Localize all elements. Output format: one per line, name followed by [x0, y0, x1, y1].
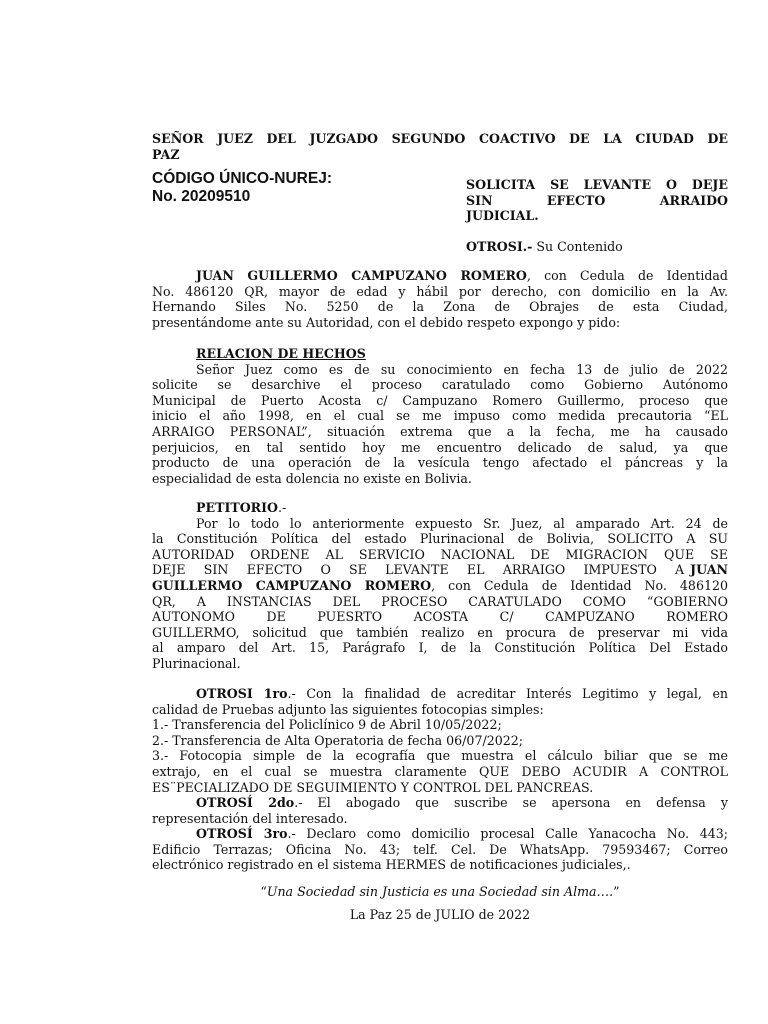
- otrosi-2-section: [152, 795, 728, 826]
- sumilla-line-2: [466, 193, 728, 209]
- otrosi-3-line-2: Edificio Terrazas; Oficina No. 43; telf. Cel. De WhatsApp. 79593467; Correo: [152, 841, 728, 857]
- evidence-item: 3.- Fotocopia simple de la ecografía que muestra el cálculo biliar que se me: [152, 748, 728, 764]
- otrosi-1-line-1: [152, 686, 728, 702]
- otrosi-3-line-3: electrónico registrado en el sistema HERMES de notificaciones judiciales,.: [152, 857, 631, 873]
- otrosi-3-label: OTROSÍ 3ro: [196, 826, 288, 841]
- hechos-line: solicite se desarchive el proceso caratulado como Gobierno Autónomo: [152, 377, 728, 393]
- petitorio-line-5-text: , con Cedula de Identidad No. 486120: [431, 577, 728, 593]
- petitorio-heading-suffix: .-: [278, 500, 287, 515]
- petitorio-section: [152, 500, 728, 672]
- quote-text: Una Sociedad sin Justicia es una Sociedad sin Alma….: [266, 884, 614, 899]
- otrosi-3-text: .- Declaro como domicilio procesal Calle Yanacocha No. 443;: [287, 826, 729, 841]
- date-text: La Paz 25 de JULIO de 2022: [349, 907, 531, 922]
- evidence-item: 2.- Transferencia de Alta Operatoria de fecha 06/07/2022;: [152, 732, 523, 748]
- sumilla-block: [466, 177, 728, 224]
- sumilla-line-3: JUDICIAL.: [466, 208, 539, 224]
- hechos-section: [152, 346, 728, 486]
- hechos-line: Señor Juez como es de su conocimiento en fecha 13 de julio de 2022: [196, 361, 728, 377]
- sumilla-line-1: SOLICITA SE LEVANTE O DEJE: [466, 177, 728, 192]
- hechos-line: ARRAIGO PERSONAL”, situación extrema que a la fecha, me ha causado: [152, 423, 728, 439]
- sumilla-word: SIN: [466, 192, 493, 208]
- hechos-line: producto de una operación de la vesícula tengo afectado el páncreas y la: [152, 455, 728, 471]
- otrosi-1-section: [152, 686, 728, 795]
- evidence-item: extrajo, en el cual se muestra claramente QUE DEBO ACUDIR A CONTROL: [152, 763, 728, 779]
- otrosi-1-text: .- Con la finalidad de acreditar Interés Legitimo y legal, en: [287, 686, 729, 701]
- otrosi-3-section: [152, 826, 728, 873]
- petitorio-line-4-text: DEJE SIN EFECTO O SE LEVANTE EL ARRAIGO IMPUESTO A: [152, 562, 685, 578]
- evidence-item: 1.- Transferencia del Policlínico 9 de Abril 10/05/2022;: [152, 717, 502, 733]
- petitorio-line: Plurinacional.: [152, 655, 241, 671]
- petitorio-line: GUILLERMO, solicitud que también realizo en procura de preservar mi vida: [152, 624, 728, 640]
- sumilla-word: EFECTO: [546, 192, 606, 208]
- intro-paragraph: [152, 268, 728, 330]
- intro-line-4: presentándome ante su Autoridad, con el debido respeto expongo y pido:: [152, 314, 621, 330]
- petitorio-line: AUTONOMO DE PUESRTO ACOSTA C/ CAMPUZANO ROMERO: [152, 609, 728, 625]
- intro-line-2: No. 486120 QR, mayor de edad y hábil por derecho, con domicilio en la Av.: [152, 283, 728, 299]
- hechos-heading: RELACION DE HECHOS: [196, 346, 366, 361]
- petitorio-line: [152, 562, 728, 578]
- otrosi-2-text: .- El abogado que suscribe se apersona en defensa y: [294, 795, 728, 810]
- otrosi-2-line-1: [152, 795, 728, 811]
- closing-quote: [152, 884, 728, 900]
- sumilla-otrosi: [466, 239, 623, 255]
- codigo-label: CÓDIGO ÚNICO-NUREJ:: [152, 170, 332, 187]
- sumilla-otrosi-text: Su Contenido: [532, 239, 623, 254]
- evidence-item: ES¨PECIALIZADO DE SEGUIMIENTO Y CONTROL DEL PANCREAS.: [152, 779, 594, 795]
- petitorio-name-first: JUAN: [690, 562, 728, 578]
- closing-date: [152, 907, 728, 923]
- otrosi-2-label: OTROSÍ 2do: [196, 795, 295, 810]
- hechos-line: perjuicios, en tal sentido hoy me encuentro delicado de salud, ya que: [152, 439, 728, 455]
- petitorio-name-rest: GUILLERMO CAMPUZANO ROMERO: [152, 577, 432, 593]
- petitorio-line: la Constitución Política del estado Plurinacional de Bolivia, SOLICITO A SU: [152, 531, 728, 547]
- hechos-line: Municipal de Puerto Acosta c/ Campuzano Romero Guillermo, proceso que: [152, 392, 728, 408]
- petitorio-line: QR, A INSTANCIAS DEL PROCESO CARATULADO COMO “GOBIERNO: [152, 593, 728, 609]
- petitorio-line: [152, 578, 728, 594]
- otrosi-3-line-1: [152, 826, 728, 842]
- petitorio-heading: PETITORIO: [196, 500, 279, 515]
- otrosi-2-line-2: representación del interesado.: [152, 810, 348, 826]
- petitorio-line: al amparo del Art. 15, Parágrafo I, de la Constitución Política Del Estado: [152, 640, 728, 656]
- petitorio-line: AUTORIDAD ORDENE AL SERVICIO NACIONAL DE MIGRACION QUE SE: [152, 546, 728, 562]
- sumilla-otrosi-label: OTROSI.-: [466, 239, 533, 254]
- intro-line-1: [152, 268, 728, 284]
- petitorio-heading-line: [152, 500, 728, 516]
- intro-line-1-text: , con Cedula de Identidad: [526, 268, 728, 283]
- hechos-line: inicio el año 1998, en el cual se me impuso como medida precautoria “EL: [152, 408, 728, 424]
- quote-close: ”: [613, 884, 620, 899]
- codigo-block: [152, 170, 332, 206]
- codigo-number: No. 20209510: [152, 188, 251, 205]
- petitorio-line: Por lo todo lo anteriormente expuesto Sr. Juez, al amparado Art. 24 de: [196, 515, 728, 531]
- otrosi-1-label: OTROSI 1ro: [196, 686, 288, 701]
- addressee-header: [152, 131, 728, 162]
- intro-line-3: Hernando Siles No. 5250 de la Zona de Obrajes de esta Ciudad,: [152, 299, 728, 315]
- hechos-line: especialidad de esta dolencia no existe en Bolivia.: [152, 470, 472, 486]
- otrosi-1-line-2: calidad de Pruebas adjunto las siguientes fotocopias simples:: [152, 701, 544, 717]
- addressee-line-2: PAZ: [152, 146, 180, 162]
- addressee-line-1: SEÑOR JUEZ DEL JUZGADO SEGUNDO COACTIVO DE LA CIUDAD DE: [152, 131, 728, 146]
- sumilla-word: ARRAIDO: [659, 192, 728, 208]
- petitioner-name: JUAN GUILLERMO CAMPUZANO ROMERO: [196, 268, 527, 283]
- quote-open: “: [260, 884, 267, 899]
